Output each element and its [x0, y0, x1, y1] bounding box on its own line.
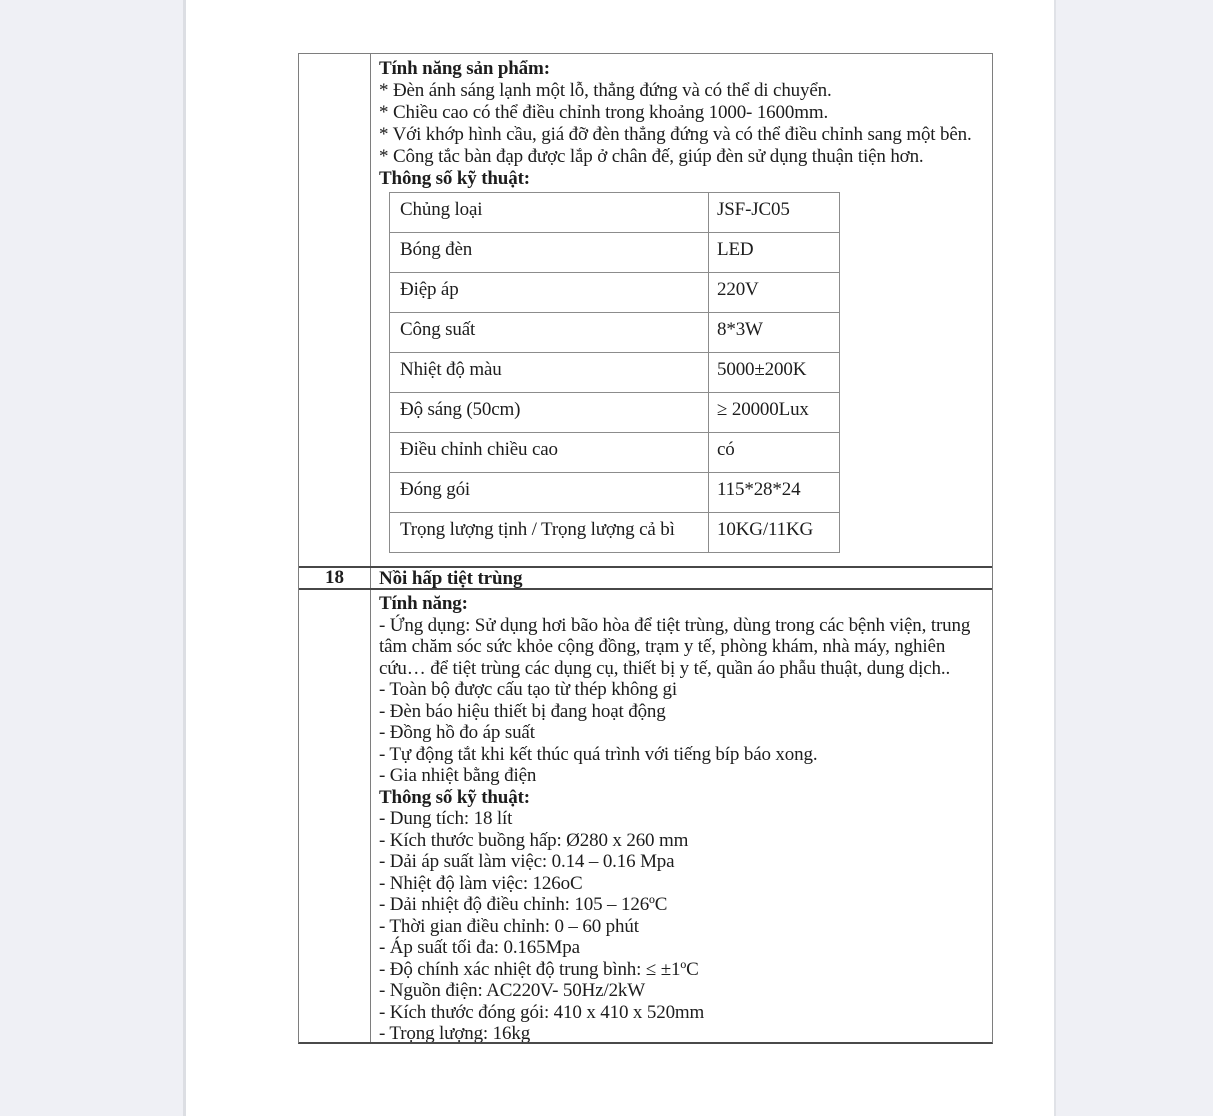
- item18-spec-line: - Dung tích: 18 lít: [379, 808, 513, 829]
- specs-row: [390, 353, 840, 393]
- item18-number: 18: [299, 568, 371, 588]
- item17-feature-line: * Chiều cao có thể điều chỉnh trong khoảng 1000- 1600mm.: [379, 102, 829, 123]
- item18-header-row: [299, 566, 992, 590]
- item18-feature-line: - Toàn bộ được cấu tạo từ thép không gi: [379, 679, 678, 700]
- spec-value: 10KG/11KG: [709, 513, 840, 553]
- equipment-table: [298, 53, 993, 1044]
- item18-spec-line: - Dải áp suất làm việc: 0.14 – 0.16 Mpa: [379, 851, 675, 872]
- item18-number-cell: [299, 590, 371, 1042]
- item17-feature-line: * Với khớp hình cầu, giá đỡ đèn thẳng đứng và có thể điều chỉnh sang một bên.: [379, 124, 972, 145]
- specs-row: [390, 433, 840, 473]
- specs-row: [390, 313, 840, 353]
- item17-number-cell: [299, 54, 371, 566]
- item18-spec-line: - Độ chính xác nhiệt độ trung bình: ≤ ±1ºC: [379, 958, 699, 980]
- item17-feature-line: * Công tắc bàn đạp được lắp ở chân đế, giúp đèn sử dụng thuận tiện hơn.: [379, 146, 924, 167]
- spec-value: 115*28*24: [709, 473, 840, 513]
- spec-label: Đóng gói: [390, 473, 709, 513]
- specs-row: [390, 273, 840, 313]
- item18-title: Nồi hấp tiệt trùng: [379, 568, 523, 588]
- specs-row: [390, 513, 840, 553]
- item18-feature-line: - Tự động tắt khi kết thúc quá trình với tiếng bíp báo xong.: [379, 743, 818, 765]
- spec-label: Công suất: [390, 313, 709, 353]
- item18-spec-line: - Áp suất tối đa: 0.165Mpa: [379, 937, 580, 958]
- specs-row: [390, 393, 840, 433]
- item18-spec-line: - Nguồn điện: AC220V- 50Hz/2kW: [379, 980, 646, 1001]
- item18-spec-line: - Kích thước đóng gói: 410 x 410 x 520mm: [379, 1001, 705, 1023]
- spec-label: Điệp áp: [390, 273, 709, 313]
- item18-features-heading: Tính năng:: [379, 593, 468, 614]
- item17-specs-heading: Thông số kỹ thuật:: [379, 168, 530, 189]
- spec-label: Nhiệt độ màu: [390, 353, 709, 393]
- spec-label: Trọng lượng tịnh / Trọng lượng cả bì: [390, 513, 709, 553]
- item18-content-cell: [371, 590, 992, 1042]
- item18-feature-line: - Ứng dụng: Sử dụng hơi bão hòa để tiệt trùng, dùng trong các bệnh viện, trung: [379, 614, 971, 636]
- spec-value: JSF-JC05: [709, 193, 840, 233]
- specs-row: [390, 233, 840, 273]
- item18-spec-line: - Trọng lượng: 16kg: [379, 1023, 531, 1042]
- item18-feature-line: tâm chăm sóc sức khỏe cộng đồng, trạm y tế, phòng khám, nhà máy, nghiên: [379, 636, 946, 657]
- item18-feature-line: cứu… để tiệt trùng các dụng cụ, thiết bị y tế, quần áo phẫu thuật, dung dịch..: [379, 657, 951, 679]
- item18-spec-line: - Dải nhiệt độ điều chỉnh: 105 – 126ºC: [379, 894, 668, 915]
- item17-features-heading: Tính năng sản phẩm:: [379, 58, 550, 79]
- item18-spec-line: - Thời gian điều chỉnh: 0 – 60 phút: [379, 915, 639, 937]
- specs-row: [390, 473, 840, 513]
- document-page: [183, 0, 1056, 1116]
- spec-label: Độ sáng (50cm): [390, 393, 709, 433]
- spec-label: Chủng loại: [390, 193, 709, 233]
- spec-value: 5000±200K: [709, 353, 840, 393]
- spec-value: có: [709, 433, 840, 473]
- item18-spec-line: - Kích thước buồng hấp: Ø280 x 260 mm: [379, 829, 689, 851]
- specs-row: [390, 193, 840, 233]
- spec-value: 8*3W: [709, 313, 840, 353]
- item18-specs-heading: Thông số kỹ thuật:: [379, 786, 530, 808]
- item18-feature-line: - Đồng hồ đo áp suất: [379, 722, 535, 743]
- spec-value: LED: [709, 233, 840, 273]
- item17-content-cell: [371, 54, 992, 566]
- spec-label: Bóng đèn: [390, 233, 709, 273]
- item18-feature-line: - Gia nhiệt bằng điện: [379, 765, 537, 786]
- spec-label: Điều chỉnh chiều cao: [390, 433, 709, 473]
- item17-feature-line: * Đèn ánh sáng lạnh một lỗ, thẳng đứng và có thể di chuyển.: [379, 80, 832, 101]
- spec-value: 220V: [709, 273, 840, 313]
- item18-spec-line: - Nhiệt độ làm việc: 126oC: [379, 872, 583, 894]
- item17-row: [299, 54, 992, 566]
- item18-feature-line: - Đèn báo hiệu thiết bị đang hoạt động: [379, 700, 666, 722]
- item18-content-row: [299, 590, 992, 1042]
- item17-specs-table: [389, 192, 840, 553]
- spec-value: ≥ 20000Lux: [709, 393, 840, 433]
